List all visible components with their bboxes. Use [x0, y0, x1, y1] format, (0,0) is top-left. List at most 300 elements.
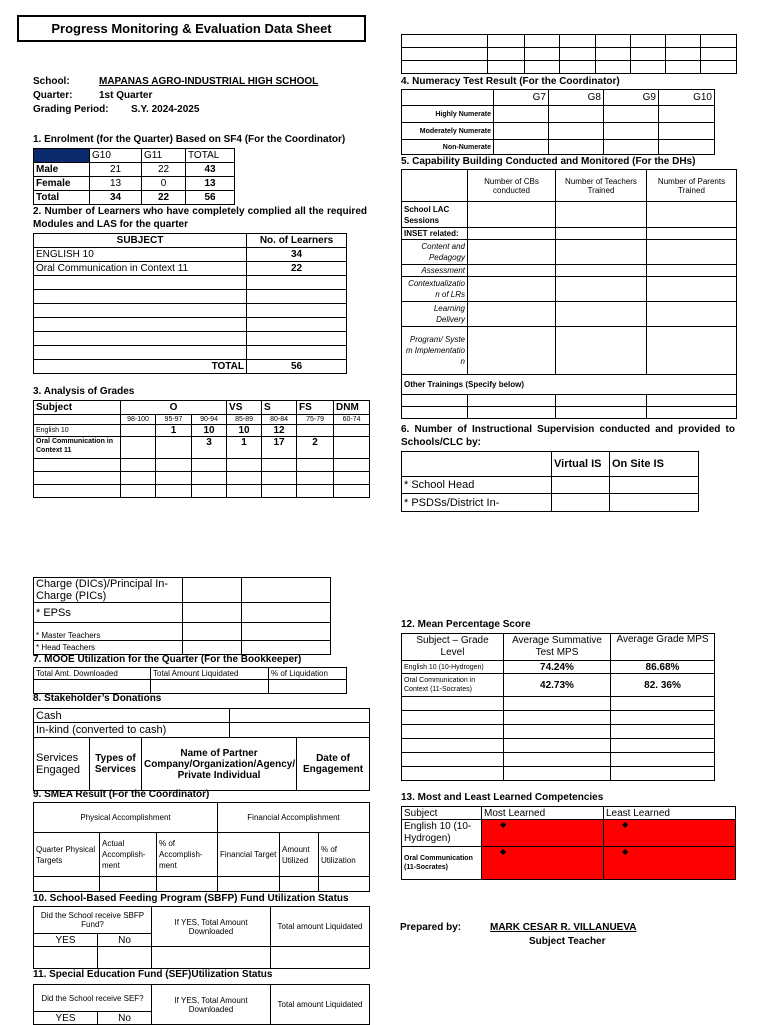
capability-cell: [556, 277, 647, 302]
grades-cell: [121, 485, 156, 498]
supervision-cell: [242, 641, 331, 655]
smea-col-header: Actual Accomplish-ment: [100, 833, 157, 877]
grades-cell: [156, 437, 192, 459]
blank-cell: [631, 61, 666, 74]
grades-cell: [334, 459, 370, 472]
enrolment-table: [33, 148, 235, 205]
grades-subject: Oral Communication in Context 11: [34, 437, 121, 459]
donations-header: Name of Partner Company/Organization/Agency/ Private Individual: [142, 738, 297, 791]
capability-title: 5. Capability Building Conducted and Monitored (For the DHs): [401, 156, 696, 167]
grades-subject: [34, 485, 121, 498]
grades-cell: [156, 472, 192, 485]
numeracy-cell: [494, 106, 549, 123]
grades-cell: 1: [156, 425, 192, 437]
mps-cell: [611, 753, 715, 767]
grades-range: 85-89: [227, 415, 262, 425]
sef-table: [33, 984, 370, 1025]
numeracy-header: G9: [604, 90, 659, 106]
mps-cell: [611, 739, 715, 753]
mps-cell: [402, 739, 504, 753]
blank-grid-table: [401, 34, 737, 74]
mps-subject: Oral Communication in Context (11-Socrates): [402, 674, 504, 697]
capability-cell: [468, 302, 556, 327]
supervision-cell: [183, 641, 242, 655]
grades-range: 60-74: [334, 415, 370, 425]
smea-cell: [100, 877, 157, 892]
blank-cell: [525, 48, 560, 61]
grades-header: S: [262, 401, 297, 415]
learners-subject: [34, 304, 247, 318]
grades-cell: [262, 485, 297, 498]
grades-header: O: [121, 401, 227, 415]
numeracy-row-label: Highly Numerate: [402, 106, 494, 123]
blank-cell: [666, 35, 701, 48]
supervision-title: 6. Number of Instructional Supervision conducted and provided to Schools/CLC by:: [401, 424, 735, 448]
capability-header: Number of CBs conducted: [468, 170, 556, 202]
supervision-row-label: * Head Teachers: [34, 641, 183, 655]
mps-cell: 74.24%: [504, 661, 611, 674]
grades-cell: [192, 459, 227, 472]
grades-cell: 12: [262, 425, 297, 437]
mps-cell: [402, 711, 504, 725]
sbfp-cell: [98, 947, 152, 969]
learners-count: 22: [247, 262, 347, 276]
capability-cell: [647, 277, 737, 302]
capability-cell: [468, 240, 556, 265]
numeracy-cell: [659, 123, 715, 140]
capability-cell: [468, 327, 556, 375]
mps-subject: English 10 (10-Hydrogen): [402, 661, 504, 674]
capability-cell: [647, 202, 737, 228]
enrolment-row-label: Total: [34, 191, 90, 205]
capability-cell: [647, 228, 737, 240]
diamond-icon: ◆: [622, 847, 629, 856]
mps-cell: [611, 697, 715, 711]
grades-subject: [34, 459, 121, 472]
blank-cell: [560, 61, 596, 74]
mps-cell: [402, 697, 504, 711]
mps-title: 12. Mean Percentage Score: [401, 619, 531, 630]
learners-table: [33, 233, 347, 374]
enrolment-cell: 21: [90, 163, 142, 177]
learners-count: [247, 304, 347, 318]
capability-cell: [647, 395, 737, 407]
grades-cell: 17: [262, 437, 297, 459]
grades-cell: [121, 459, 156, 472]
supervision-header: Virtual IS: [552, 452, 610, 477]
learners-subject: [34, 332, 247, 346]
mps-cell: [402, 725, 504, 739]
capability-header: Number of Teachers Trained: [556, 170, 647, 202]
blank-cell: [402, 35, 488, 48]
donations-title: 8. Stakeholder’s Donations: [33, 693, 162, 704]
supervision-cell: [610, 477, 699, 494]
capability-cell: [468, 202, 556, 228]
grades-title: 3. Analysis of Grades: [33, 386, 135, 397]
grades-cell: [297, 485, 334, 498]
capability-row-label: Contextualization of LRs: [402, 277, 468, 302]
enrolment-cell: 0: [142, 177, 186, 191]
capability-header: Number of Parents Trained: [647, 170, 737, 202]
enrolment-cell: 56: [186, 191, 235, 205]
mps-cell: 82. 36%: [611, 674, 715, 697]
sef-ifyes: If YES, Total Amount Downloaded: [152, 985, 271, 1025]
mps-cell: [611, 725, 715, 739]
grades-cell: [334, 437, 370, 459]
sbfp-table: [33, 906, 370, 969]
grades-range: 75-79: [297, 415, 334, 425]
mps-cell: [504, 725, 611, 739]
supervision-row-label: * School Head: [402, 477, 552, 494]
mps-header: Subject – Grade Level: [402, 634, 504, 661]
capability-cell: [468, 395, 556, 407]
numeracy-cell: [604, 106, 659, 123]
grades-header: VS: [227, 401, 262, 415]
numeracy-cell: [549, 140, 604, 155]
blank-cell: [488, 35, 525, 48]
supervision-cell: [183, 578, 242, 603]
capability-cell: [556, 327, 647, 375]
sef-question: Did the School receive SEF?: [34, 985, 152, 1012]
mps-cell: [504, 739, 611, 753]
mooe-table: [33, 667, 347, 694]
mooe-cell: [151, 680, 269, 694]
learners-count: [247, 290, 347, 304]
grades-range: 95-97: [156, 415, 192, 425]
smea-col-header: % of Utilization: [319, 833, 370, 877]
sbfp-title: 10. School-Based Feeding Program (SBFP) Fund Utilization Status: [33, 893, 349, 904]
page-title: Progress Monitoring & Evaluation Data Sheet: [17, 15, 366, 42]
donations-table: [33, 708, 370, 791]
enrolment-title: 1. Enrolment (for the Quarter) Based on SF4 (For the Coordinator): [33, 134, 346, 145]
quarter-value: 1st Quarter: [99, 90, 153, 101]
blank-cell: [701, 35, 737, 48]
quarter-label: Quarter:: [33, 90, 73, 101]
numeracy-header: G7: [494, 90, 549, 106]
donations-cash-label: Cash: [34, 709, 230, 723]
mps-cell: 86.68%: [611, 661, 715, 674]
capability-table: [401, 169, 737, 419]
learners-total-label: TOTAL: [34, 360, 247, 374]
enrolment-cell: 22: [142, 191, 186, 205]
grades-cell: [334, 425, 370, 437]
supervision-table: [401, 451, 699, 512]
capability-cell: [468, 228, 556, 240]
smea-col-header: % of Accomplish-ment: [157, 833, 218, 877]
mps-cell: [611, 767, 715, 781]
learners-subject: [34, 318, 247, 332]
grades-cell: 2: [297, 437, 334, 459]
mps-cell: 42.73%: [504, 674, 611, 697]
blank-cell: [596, 35, 631, 48]
enrolment-cell: 22: [142, 163, 186, 177]
learners-count: [247, 346, 347, 360]
blank-cell: [488, 61, 525, 74]
learners-subject: ENGLISH 10: [34, 248, 247, 262]
enrolment-cell: 34: [90, 191, 142, 205]
grades-range: 98-100: [121, 415, 156, 425]
mps-cell: [611, 711, 715, 725]
smea-col-header: Financial Target: [218, 833, 280, 877]
learners-title: 2. Number of Learners who have completely complied all the required Modules and LAS for the quarter: [33, 206, 367, 230]
supervision-row-label: Charge (DICs)/Principal In-Charge (PICs): [34, 578, 183, 603]
blank-cell: [596, 61, 631, 74]
learners-total-value: 56: [247, 360, 347, 374]
blank-cell: [488, 48, 525, 61]
learners-subject: [34, 276, 247, 290]
enrolment-header: G10: [90, 149, 142, 163]
capability-cell: [556, 302, 647, 327]
capability-cell: [556, 395, 647, 407]
sbfp-yes-label: YES: [34, 934, 98, 947]
learners-count: [247, 318, 347, 332]
capability-cell: [556, 240, 647, 265]
mps-table: [401, 633, 715, 781]
grades-cell: [334, 485, 370, 498]
smea-col-header: Quarter Physical Targets: [34, 833, 100, 877]
numeracy-cell: [659, 140, 715, 155]
donations-header: Types of Services: [90, 738, 142, 791]
numeracy-cell: [604, 123, 659, 140]
enrolment-row-label: Male: [34, 163, 90, 177]
mps-cell: [402, 753, 504, 767]
competencies-least-cell: [604, 847, 736, 880]
numeracy-cell: [494, 140, 549, 155]
smea-cell: [34, 877, 100, 892]
learners-subject: [34, 346, 247, 360]
grades-cell: 10: [192, 425, 227, 437]
capability-cell: [468, 407, 556, 419]
grades-cell: [121, 437, 156, 459]
supervision-cell: [242, 578, 331, 603]
smea-table: [33, 802, 370, 892]
blank-cell: [631, 35, 666, 48]
competencies-title: 13. Most and Least Learned Competencies: [401, 792, 604, 803]
grades-cell: [227, 459, 262, 472]
mps-header: Average Grade MPS: [611, 634, 715, 661]
enrolment-header: TOTAL: [186, 149, 235, 163]
sbfp-cell: [271, 947, 370, 969]
school-value: MAPANAS AGRO-INDUSTRIAL HIGH SCHOOL: [99, 76, 319, 87]
competencies-most-cell: [482, 820, 604, 847]
grades-cell: [297, 459, 334, 472]
diamond-icon: ◆: [622, 820, 629, 829]
grades-cell: [156, 485, 192, 498]
grades-cell: [192, 485, 227, 498]
grades-cell: 1: [227, 437, 262, 459]
smea-col-header: Amount Utilized: [280, 833, 319, 877]
blank-cell: [560, 35, 596, 48]
blank-cell: [666, 61, 701, 74]
grades-cell: [192, 472, 227, 485]
donations-header: Date of Engagement: [297, 738, 370, 791]
diamond-icon: ◆: [500, 820, 507, 829]
supervision-cell: [242, 623, 331, 641]
capability-cell: [647, 407, 737, 419]
supervision-corner: [402, 452, 552, 477]
grades-range: 90-94: [192, 415, 227, 425]
smea-physical-header: Physical Accomplishment: [34, 803, 218, 833]
grades-header: DNM: [334, 401, 370, 415]
capability-cell: [647, 240, 737, 265]
supervision-cell: [183, 623, 242, 641]
capability-cell: [647, 265, 737, 277]
enrolment-cell: 43: [186, 163, 235, 177]
capability-row-label: School LAC Sessions: [402, 202, 468, 228]
grades-cell: [262, 472, 297, 485]
enrolment-cell: 13: [90, 177, 142, 191]
capability-cell: [468, 277, 556, 302]
numeracy-cell: [549, 106, 604, 123]
smea-title: 9. SMEA Result (For the Coordinator): [33, 789, 210, 800]
learners-count: 34: [247, 248, 347, 262]
enrolment-header: G11: [142, 149, 186, 163]
competencies-least-cell: [604, 820, 736, 847]
blank-cell: [596, 48, 631, 61]
donations-inkind-label: In-kind (converted to cash): [34, 723, 230, 738]
capability-row-label: Content and Pedagogy: [402, 240, 468, 265]
grades-cell: [121, 425, 156, 437]
grades-range: [34, 415, 121, 425]
supervision-cell: [242, 603, 331, 623]
sbfp-ifyes: If YES, Total Amount Downloaded: [152, 907, 271, 947]
diamond-icon: ◆: [500, 847, 507, 856]
grades-cell: [227, 485, 262, 498]
numeracy-row-label: Moderately Numerate: [402, 123, 494, 140]
school-label: School:: [33, 76, 70, 87]
mooe-cell: [34, 680, 151, 694]
prepared-name: MARK CESAR R. VILLANUEVA: [490, 922, 637, 933]
learners-header: SUBJECT: [34, 234, 247, 248]
mps-header: Average Summative Test MPS: [504, 634, 611, 661]
grades-cell: 10: [227, 425, 262, 437]
capability-corner: [402, 170, 468, 202]
supervision-cont-table: [33, 577, 331, 655]
smea-cell: [319, 877, 370, 892]
learners-header: No. of Learners: [247, 234, 347, 248]
mooe-header: Total Amount Liquidated: [151, 668, 269, 680]
capability-cell: [556, 228, 647, 240]
grades-cell: 3: [192, 437, 227, 459]
capability-row-label: Assessment: [402, 265, 468, 277]
capability-cell: [402, 395, 468, 407]
grades-cell: [156, 459, 192, 472]
supervision-cell: [183, 603, 242, 623]
competencies-header: Least Learned: [604, 807, 736, 820]
numeracy-header: G8: [549, 90, 604, 106]
blank-cell: [525, 61, 560, 74]
capability-other-label: Other Trainings (Specify below): [402, 375, 737, 395]
grades-cell: [121, 472, 156, 485]
grades-cell: [334, 472, 370, 485]
capability-cell: [468, 265, 556, 277]
sef-no-label: No: [98, 1012, 152, 1025]
supervision-row-label: * PSDSs/District In-: [402, 494, 552, 512]
learners-count: [247, 276, 347, 290]
blank-cell: [666, 48, 701, 61]
capability-cell: [647, 327, 737, 375]
mooe-cell: [269, 680, 347, 694]
supervision-cell: [552, 477, 610, 494]
school-info: [33, 75, 319, 117]
smea-cell: [157, 877, 218, 892]
competencies-table: [401, 806, 736, 880]
competencies-subject: English 10 (10-Hydrogen): [402, 820, 482, 847]
capability-cell: [402, 407, 468, 419]
smea-cell: [280, 877, 319, 892]
learners-subject: Oral Communication in Context 11: [34, 262, 247, 276]
numeracy-title: 4. Numeracy Test Result (For the Coordinator): [401, 76, 620, 87]
blank-cell: [402, 61, 488, 74]
supervision-cell: [552, 494, 610, 512]
capability-cell: [556, 265, 647, 277]
competencies-header: Most Learned: [482, 807, 604, 820]
donations-cell: [230, 723, 370, 738]
grades-cell: [262, 459, 297, 472]
numeracy-cell: [604, 140, 659, 155]
numeracy-cell: [549, 123, 604, 140]
grading-value: S.Y. 2024-2025: [131, 104, 200, 115]
grades-subject: English 10: [34, 425, 121, 437]
supervision-row-label: * EPSs: [34, 603, 183, 623]
supervision-row-label: * Master Teachers: [34, 623, 183, 641]
supervision-cell: [610, 494, 699, 512]
supervision-header: On Site IS: [610, 452, 699, 477]
grades-range: 80-84: [262, 415, 297, 425]
grades-header-subject: Subject: [34, 401, 121, 415]
blank-cell: [525, 35, 560, 48]
sbfp-liquidated: Total amount Liquidated: [271, 907, 370, 947]
learners-subject: [34, 290, 247, 304]
capability-row-label: INSET related:: [402, 228, 468, 240]
sbfp-cell: [34, 947, 98, 969]
sef-liquidated: Total amount Liquidated: [271, 985, 370, 1025]
grades-cell: [297, 425, 334, 437]
mooe-header: % of Liquidation: [269, 668, 347, 680]
prepared-role: Subject Teacher: [529, 936, 606, 947]
capability-cell: [556, 407, 647, 419]
mooe-title: 7. MOOE Utilization for the Quarter (For the Bookkeeper): [33, 654, 302, 665]
donations-header: Services Engaged: [34, 738, 90, 791]
blank-cell: [701, 48, 737, 61]
blank-cell: [560, 48, 596, 61]
blank-cell: [402, 48, 488, 61]
grades-cell: [227, 472, 262, 485]
grades-subject: [34, 472, 121, 485]
grades-table: [33, 400, 370, 498]
competencies-header: Subject: [402, 807, 482, 820]
capability-row-label: Learning Delivery: [402, 302, 468, 327]
mps-cell: [402, 767, 504, 781]
blank-cell: [631, 48, 666, 61]
grading-label: Grading Period:: [33, 104, 109, 115]
enrolment-corner: [34, 149, 90, 163]
grades-header: FS: [297, 401, 334, 415]
sbfp-cell: [152, 947, 271, 969]
sef-yes-label: YES: [34, 1012, 98, 1025]
enrolment-cell: 13: [186, 177, 235, 191]
enrolment-row-label: Female: [34, 177, 90, 191]
numeracy-cell: [494, 123, 549, 140]
numeracy-header: G10: [659, 90, 715, 106]
sbfp-no-label: No: [98, 934, 152, 947]
smea-financial-header: Financial Accomplishment: [218, 803, 370, 833]
numeracy-cell: [659, 106, 715, 123]
mps-cell: [504, 711, 611, 725]
mps-cell: [504, 767, 611, 781]
donations-cell: [230, 709, 370, 723]
numeracy-row-label: Non-Numerate: [402, 140, 494, 155]
